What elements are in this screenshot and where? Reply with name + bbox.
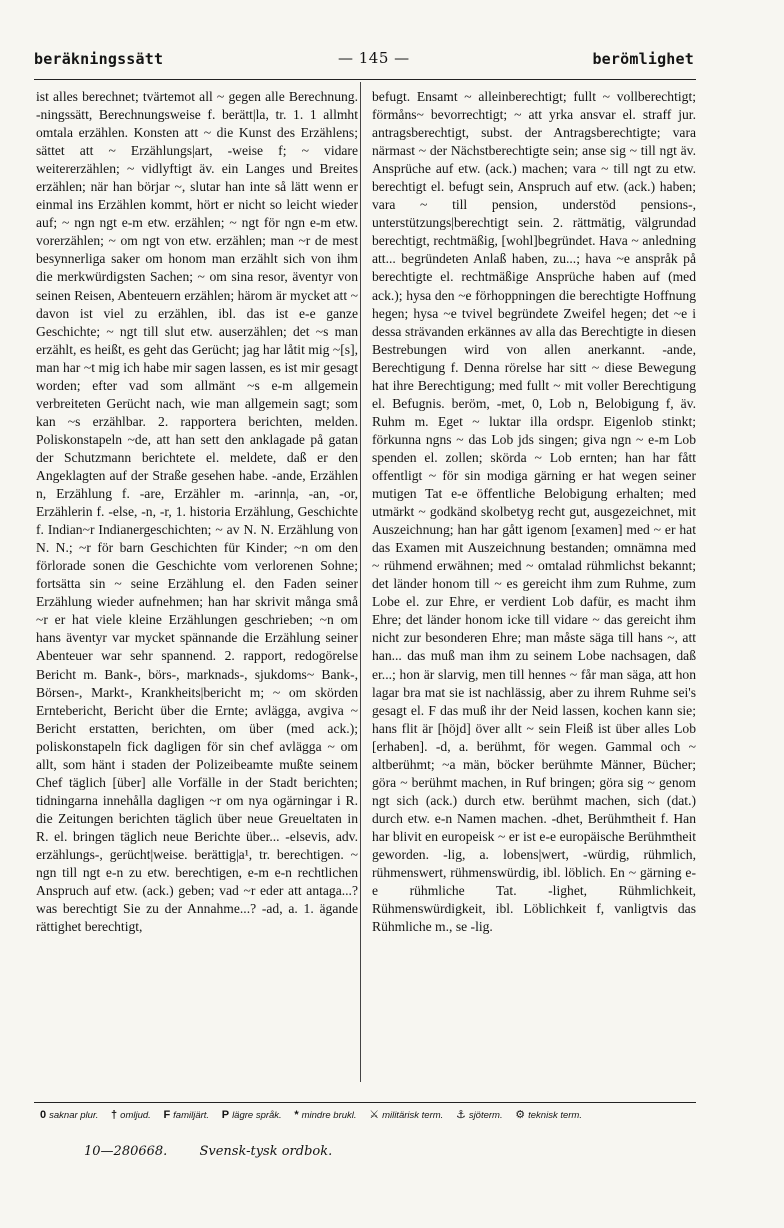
page-footer bbox=[84, 1144, 360, 1159]
legend-item: * mindre brukl. bbox=[294, 1109, 357, 1121]
legend-item: ⚙ teknisk term. bbox=[515, 1109, 582, 1121]
legend-item: P lägre språk. bbox=[221, 1109, 282, 1121]
right-guide-word: berömlighet bbox=[592, 50, 694, 68]
legend-rule bbox=[34, 1102, 696, 1103]
left-column-text: ist alles berechnet; tvärtemot all ~ gegen alle Berechnung. -ningssätt, Berechnungsweise f. berätt|la, tr. 1. 1 allmht omtala erzählen. Konsten att ~ die Kunst des Erzählens; sättet att ~ Erzählungs|art, -weise f; ~ vidare weitererzählen; ~ vidlyftigt äv. ein Langes und Breites erzählen; när han börjar ~, slutar han inte så lätt wenn er einmal ins Erzählen kommt, hört er nicht so leicht wieder auf; ~ ngn ngt e-m etw. erzählen; ~ ngt för ngn e-m etw. vorerzählen; ~ om ngt von etw. erzählen; man ~r de mest besynnerliga saker om honom man erzählt sich von ihm die merkwürdigsten Sachen; ~ om sina resor, äventyr von seinen Reisen, Abenteuern erzählen; härom är mycket att ~ davon ist viel zu erzählen, ibl. das ist e-e ganze Geschichte; ~ ngt till slut etw. auserzählen; det ~s man erzählt, es heißt, es geht das Gerücht; jag har låtit mig ~[s], man har ~t mig ich habe mir sagen lassen, es ist mir gesagt worden; efter vad som allmänt ~s e-m allgemein verbreiteten Gerücht nach, wie man allgemein sagt; som kan ~s erzählbar. 2. rapportera berichten, melden. Poliskonstapeln ~de, att han sett den anklagade på gatan der Schutzmann berichtete el. meldete, daß er den Angeklagten auf der Straße gesehen habe. -ande, Erzählen n, Erzählung f. -are, Erzähler m. -arinn|a, -an, -or, Erzählerin f. -else, -n, -r, 1. historia Erzählung, Geschichte f. Indian~r Indianergeschichten; ~ av N. N. Erzählung von N. N.; ~r för barn Geschichten für Kinder; ~n om den förlorade sonen die Geschichte vom verlorenen Sohne; fortsätta sin ~ seine Erzählung el. den Faden seiner Erzählung wieder aufnehmen; han har skrivit många små ~r er hat viele kleine Erzählungen geschrieben; ~n om hans äventyr var mycket spännande die Erzählung seiner Abenteuer war sehr spannend. 2. rapport, redogörelse Bericht m. Bank-, börs-, marknads-, sjukdoms~ Bank-, Börsen-, Markt-, Krankheits|bericht m; ~ om skörden Erntebericht, Bericht über die Ernte; avlägga, avgiva ~ Bericht erstatten, berichten, om über (med ack.); poliskonstapeln fick dagligen för sin chef avlägga ~ om allt, som hänt i staden der Polizeibeamte mußte seinem Chef täglich [über] alle Vorfälle in der Stadt berichten; tidningarna innehålla dagligen ~r om nya ogärningar i R. die Zeitungen berichten täglich über neue Greueltaten in R. el. bringen täglich neue Berichte über... -elsevis, adv. erzählungs-, gerücht|weise. berättig|a¹, tr. berechtigen. ~ ngn till ngt e-n zu etw. berechtigen, e-m e-n rechtlichen Anspruch auf etw. (ack.) geben; vad ~r eder att antaga...? was berechtigt Sie zu der Annahme...? -ad, a. 1. ägande rättighet berechtigt, bbox=[36, 89, 358, 935]
legend-item: † omljud. bbox=[111, 1109, 151, 1121]
sheet-number: 10—280668. bbox=[84, 1144, 168, 1159]
left-column bbox=[36, 88, 358, 936]
header-rule bbox=[34, 79, 696, 80]
column-divider bbox=[360, 82, 361, 1082]
page-header bbox=[34, 50, 694, 74]
legend-item: ⚓ sjöterm. bbox=[455, 1109, 503, 1121]
legend-item: ⚔ militärisk term. bbox=[369, 1109, 444, 1121]
right-column-text: befugt. Ensamt ~ alleinberechtigt; fullt ~ vollberechtigt; förmåns~ bevorrechtigt; ~ att yrka ansvar el. straff jur. antragsberechtigt, subst. der Antragsberechtigte; vara närmast ~ der Nächstberechtigte sein; anse sig ~ till ngt äv. Ansprüche auf etw. (ack.) machen; vara ~ till ngt zu etw. berechtigt el. befugt sein, Anspruch auf etw. (ack.) haben; vara ~ till pension, understöd pensions-, unterstützungs|berechtigt sein. 2. rättmätig, välgrundad berechtigt, rechtmäßig, [wohl]begründet. Hava ~ anledning att... begründeten Anlaß haben, zu...; hava ~e anspråk på berechtigte el. rechtmäßige Ansprüche haben auf (med ack.); hysa den ~e förhoppningen die berechtigte Hoffnung hegen; hysa ~e tvivel begründete Zweifel hegen; det ~e i dessa strävanden erkännes av alla das Berechtigte in diesen Bestrebungen wird von allen anerkannt. -ande, Berechtigung f. Denna rörelse har sitt ~ diese Bewegung hat ihre Berechtigung; med fullt ~ mit voller Berechtigung el. Befugnis. beröm, -met, 0, Lob n, Belobigung f, äv. Ruhm m. Eget ~ luktar illa ordspr. Eigenlob stinkt; förkunna ngns ~ das Lob jds singen; giva ngn ~ e-m Lob spenden el. zollen; skörda ~ Lob ernten; han har fått offentligt ~ för sin modiga gärning er hat wegen seiner mutigen Tat e-e öffentliche Belobigung erhalten; med utmärkt ~ godkänd skolbetyg recht gut, ausgezeichnet, mit Auszeichnung; han har gått igenom [examen] med ~ er hat das Examen mit Auszeichnung bestanden; omnämna med ~ rühmend erwähnen; med ~ omtalad rühmlichst bekannt; det länder honom till ~ es gereicht ihm zum Ruhme, zum Lobe el. zur Ehre, er verdient Lob dafür, es macht ihm Ehre; det länder honom icke till vidare ~ das gereicht ihm nicht zur besonderen Ehre; man måste säga till hans ~, att han... das muß man ihm zu seinem Lobe nachsagen, daß er...; hon är slarvig, men till hennes ~ får man säga, att hon lagar bra mat sie ist nachlässig, aber zu ihrem Ruhme sei's gesagt el. F das muß ihr der Neid lassen, kochen kann sie; hans flit är [höjd] över allt ~ sein Fleiß ist über alles Lob [erhaben]. -d, a. berühmt, för wegen. Gammal och ~ altberühmt; ~a män, böcker berühmte Männer, Bücher; göra ~ berühmt machen, in Ruf bringen; göra sig ~ genom ngt sich (ack.) durch etw. berühmt machen, sich (dat.) durch etw. e-n Namen machen. -dhet, Berühmtheit f. Han har blivit en europeisk ~ er ist e-e europäische Berühmtheit geworden. -lig, a. lobens|wert, -würdig, rühmlich, rühmenswert, rühmenswürdig, ibl. löblich. En ~ gärning e-e rühmliche Tat. -lighet, Rühmlichkeit, Rühmenswürdigkeit, ibl. Löblichkeit f, vanligtvis das Rühmliche m., se -lig. bbox=[372, 89, 696, 935]
abbreviation-legend bbox=[40, 1108, 700, 1123]
legend-item: F familjärt. bbox=[163, 1109, 210, 1121]
legend-item: 0 saknar plur. bbox=[40, 1109, 99, 1121]
right-column bbox=[372, 88, 696, 936]
left-guide-word: beräkningssätt bbox=[34, 50, 164, 68]
book-title: Svensk-tysk ordbok. bbox=[199, 1144, 333, 1159]
page-number: — 145 — bbox=[338, 49, 410, 67]
